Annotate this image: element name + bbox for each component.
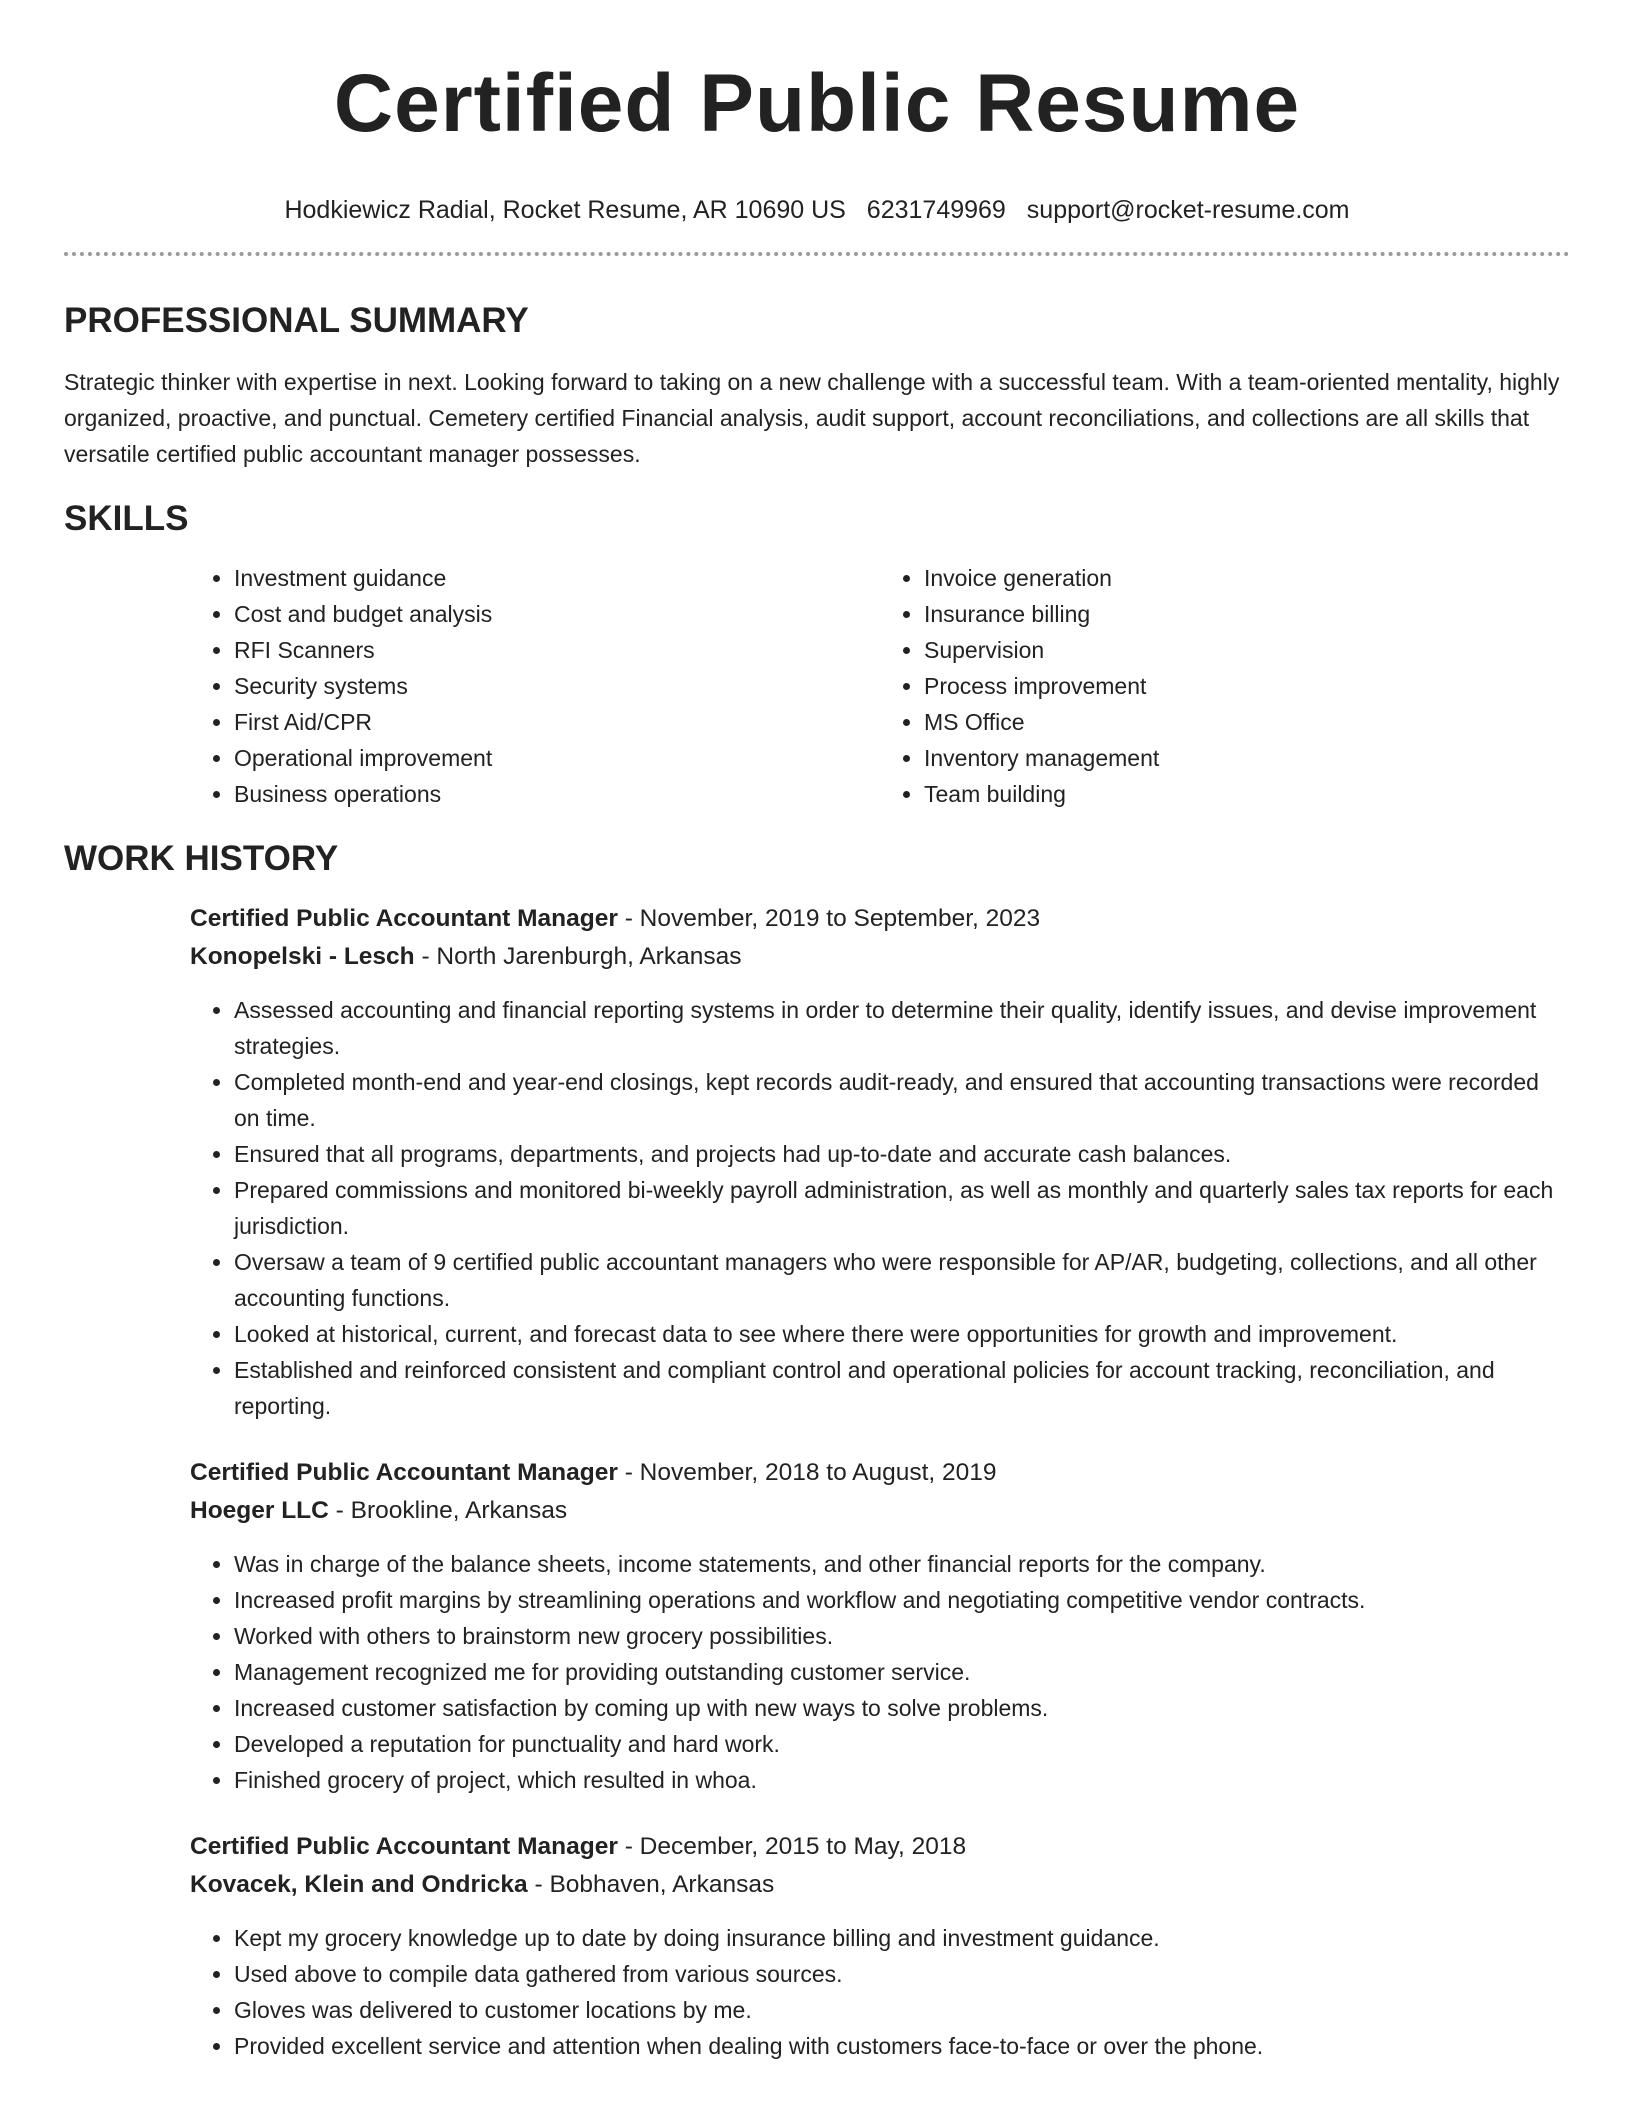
job-bullet: • Established and reinforced consistent and compliant control and operational policies for account tracking, reconciliation, and reporting. (234, 1352, 1570, 1424)
skills-columns (190, 560, 1570, 812)
job-role: Certified Public Accountant Manager (190, 1459, 618, 1486)
skill-item: • Investment guidance (234, 560, 880, 596)
job-company-line (190, 938, 1570, 976)
job-bullet: • Kept my grocery knowledge up to date by doing insurance billing and investment guidance. (234, 1920, 1570, 1956)
skill-item: • Insurance billing (924, 596, 1570, 632)
skills-title: SKILLS (64, 499, 189, 538)
resume-page (64, 0, 1570, 2064)
skill-item: • Cost and budget analysis (234, 596, 880, 632)
job-dates: - November, 2018 to August, 2019 (617, 1459, 997, 1486)
skill-item: • Security systems (234, 668, 880, 704)
job-bullet: • Was in charge of the balance sheets, income statements, and other financial reports for the company. (234, 1546, 1570, 1582)
job-bullets (190, 1546, 1570, 1798)
skills-list-left (190, 560, 880, 812)
job-company-line (190, 1866, 1570, 1904)
job-dates: - November, 2019 to September, 2023 (617, 905, 1041, 932)
job-bullet: • Provided excellent service and attention when dealing with customers face-to-face or over the phone. (234, 2028, 1570, 2064)
job-title-line (190, 900, 1570, 938)
job-entry (190, 900, 1570, 1424)
contact-email: support@rocket-resume.com (1026, 196, 1350, 224)
header-divider (64, 252, 1570, 256)
resume-name: Certified Public Resume (333, 58, 1301, 149)
job-bullet: • Completed month-end and year-end closings, kept records audit-ready, and ensured that accounting transactions were recorded on time. (234, 1064, 1570, 1136)
skill-item: • RFI Scanners (234, 632, 880, 668)
skill-item: • Operational improvement (234, 740, 880, 776)
job-bullet: • Gloves was delivered to customer locations by me. (234, 1992, 1570, 2028)
job-title-line (190, 1454, 1570, 1492)
job-company-line (190, 1492, 1570, 1530)
summary-text: Strategic thinker with expertise in next. Looking forward to taking on a new challenge with a successful team. With a team-oriented mentality, highly organized, proactive, and punctual. Cemetery certified Financial analysis, audit support, account reconciliations, and collections are all skills that versatile certified public accountant manager possesses. (64, 369, 1560, 467)
job-bullet: • Oversaw a team of 9 certified public accountant managers who were responsible for AP/AR, budgeting, collections, and all other accounting functions. (234, 1244, 1570, 1316)
summary-section (64, 300, 1570, 472)
job-bullet: • Prepared commissions and monitored bi-weekly payroll administration, as well as monthly and quarterly sales tax reports for each jurisdiction. (234, 1172, 1570, 1244)
job-location: - Brookline, Arkansas (328, 1497, 568, 1524)
job-company: Hoeger LLC (190, 1497, 329, 1524)
job-bullet: • Worked with others to brainstorm new grocery possibilities. (234, 1618, 1570, 1654)
skill-item: • Team building (924, 776, 1570, 812)
job-role: Certified Public Accountant Manager (190, 905, 618, 932)
job-location: - North Jarenburgh, Arkansas (414, 943, 742, 970)
skill-item: • First Aid/CPR (234, 704, 880, 740)
job-bullet: • Looked at historical, current, and forecast data to see where there were opportunities for growth and improvement. (234, 1316, 1570, 1352)
job-bullet: • Increased profit margins by streamlining operations and workflow and negotiating competitive vendor contracts. (234, 1582, 1570, 1618)
job-bullet: • Increased customer satisfaction by coming up with new ways to solve problems. (234, 1690, 1570, 1726)
job-bullet: • Used above to compile data gathered from various sources. (234, 1956, 1570, 1992)
summary-title: PROFESSIONAL SUMMARY (64, 301, 529, 340)
skills-list-right (880, 560, 1570, 812)
skill-item: • Business operations (234, 776, 880, 812)
job-role: Certified Public Accountant Manager (190, 1833, 618, 1860)
skill-item: • Invoice generation (924, 560, 1570, 596)
skill-item: • Process improvement (924, 668, 1570, 704)
job-bullet: • Assessed accounting and financial reporting systems in order to determine their quality, identify issues, and devise improvement strategies. (234, 992, 1570, 1064)
job-bullet: • Management recognized me for providing outstanding customer service. (234, 1654, 1570, 1690)
job-title-line (190, 1828, 1570, 1866)
job-location: - Bobhaven, Arkansas (527, 1871, 775, 1898)
work-section (64, 838, 1570, 2064)
contact-phone: 6231749969 (866, 196, 1006, 224)
work-title: WORK HISTORY (64, 839, 339, 878)
contact-address: Hodkiewicz Radial, Rocket Resume, AR 10690 US (284, 196, 846, 224)
job-bullet: • Developed a reputation for punctuality and hard work. (234, 1726, 1570, 1762)
job-company: Konopelski - Lesch (190, 943, 415, 970)
job-bullets (190, 992, 1570, 1424)
job-bullet: • Ensured that all programs, departments, and projects had up-to-date and accurate cash balances. (234, 1136, 1570, 1172)
job-bullet: • Finished grocery of project, which resulted in whoa. (234, 1762, 1570, 1798)
job-entry (190, 1828, 1570, 2064)
skill-item: • Supervision (924, 632, 1570, 668)
skills-section (64, 498, 1570, 812)
skill-item: • Inventory management (924, 740, 1570, 776)
job-dates: - December, 2015 to May, 2018 (617, 1833, 967, 1860)
job-company: Kovacek, Klein and Ondricka (190, 1871, 528, 1898)
skill-item: • MS Office (924, 704, 1570, 740)
contact-line (64, 194, 1570, 226)
job-entry (190, 1454, 1570, 1798)
job-bullets (190, 1920, 1570, 2064)
